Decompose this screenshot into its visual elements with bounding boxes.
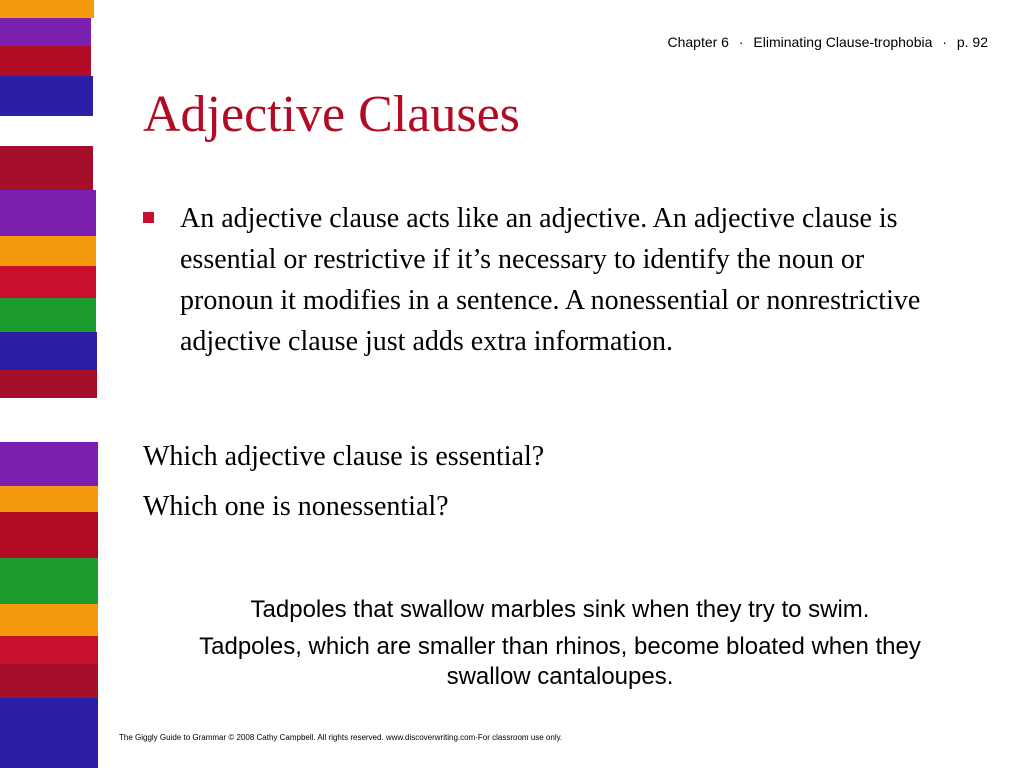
stripe	[0, 370, 97, 398]
slide-title: Adjective Clauses	[143, 86, 520, 143]
decorative-stripe-column	[0, 0, 110, 768]
stripe	[0, 266, 96, 298]
stripe	[0, 18, 91, 46]
stripe	[0, 0, 94, 18]
header-separator: ·	[942, 34, 947, 50]
chapter-title: Eliminating Clause-trophobia	[753, 34, 933, 50]
stripe	[0, 146, 93, 190]
stripe	[0, 604, 98, 636]
chapter-number: Chapter 6	[667, 34, 729, 50]
stripe	[0, 76, 93, 116]
example-sentence-1: Tadpoles that swallow marbles sink when they try to swim.	[250, 596, 870, 623]
question-nonessential: Which one is nonessential?	[143, 491, 449, 522]
stripe	[0, 332, 97, 370]
stripe	[0, 698, 98, 768]
stripe	[0, 236, 96, 266]
stripe	[0, 636, 98, 664]
bullet-text: An adjective clause acts like an adjective. An adjective clause is essential or restrictive if it’s necessary to identify the noun or pronoun it modifies in a sentence. A nonessential or nonrestrictive adjective clause just adds extra information.	[180, 203, 921, 357]
header-separator: ·	[738, 34, 744, 50]
slide-header	[667, 34, 988, 50]
stripe	[0, 190, 96, 236]
question-essential: Which adjective clause is essential?	[143, 441, 545, 472]
stripe	[0, 442, 98, 486]
stripe	[0, 46, 91, 76]
stripe	[0, 664, 98, 698]
copyright-footer: The Giggly Guide to Grammar © 2008 Cathy Campbell. All rights reserved. www.discoverwriting.com·For classroom use only.	[119, 733, 563, 742]
example-sentence-2: Tadpoles, which are smaller than rhinos, become bloated when they swallow cantaloupes.	[199, 633, 921, 690]
stripe	[0, 116, 93, 146]
stripe	[0, 558, 98, 604]
square-bullet-icon	[143, 212, 154, 223]
stripe	[0, 398, 97, 442]
stripe	[0, 486, 98, 512]
page-number: p. 92	[956, 34, 988, 50]
stripe	[0, 512, 98, 558]
stripe	[0, 298, 96, 332]
